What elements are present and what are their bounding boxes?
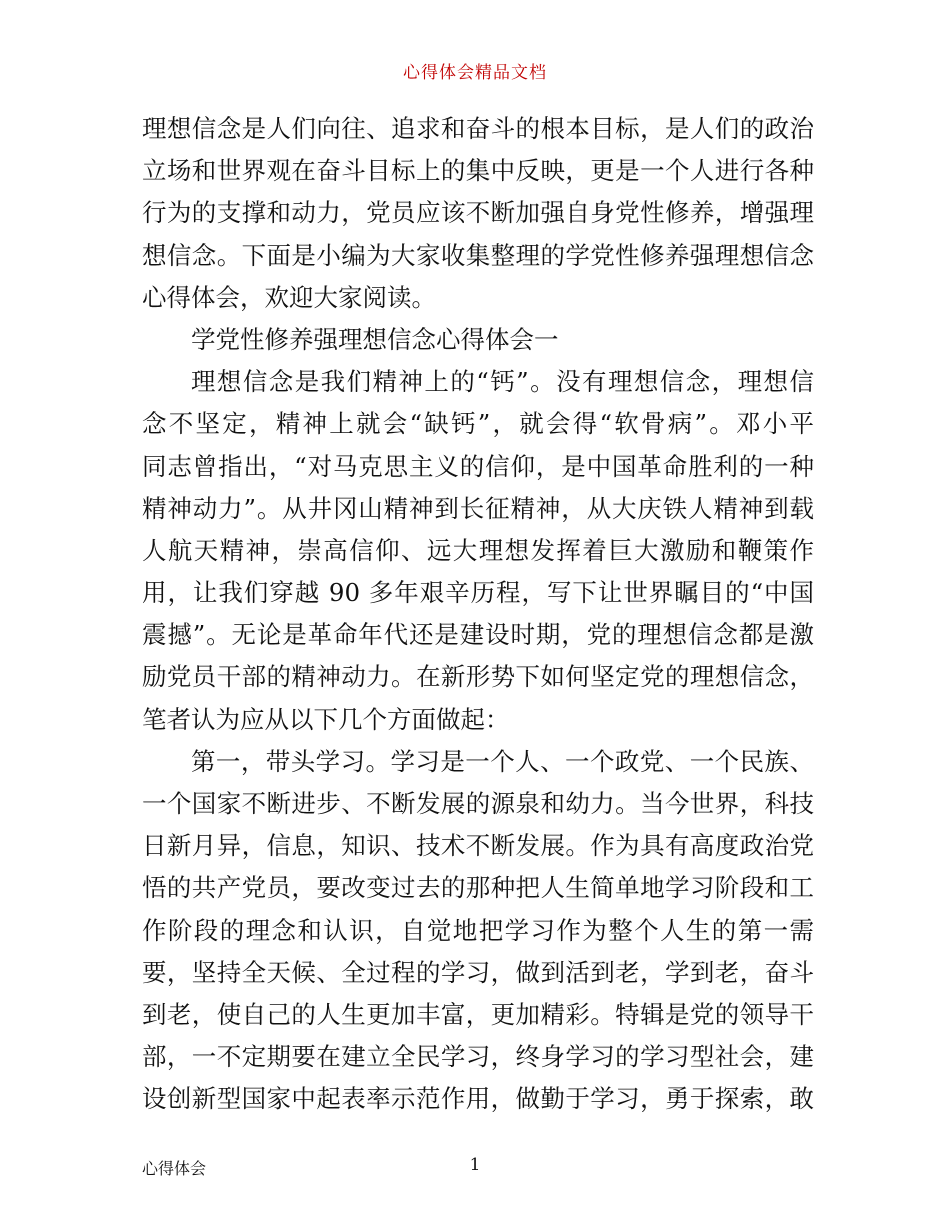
text-line: 励党员干部的精神动力。在新形势下如何坚定党的理想信念， xyxy=(142,662,814,692)
text-line: 同志曾指出，“对马克思主义的信仰，是中国革命胜利的一种 xyxy=(142,451,814,481)
text-line: 部，一不定期要在建立全民学习，终身学习的学习型社会，建 xyxy=(142,1042,814,1072)
text-line: 笔者认为应从以下几个方面做起： xyxy=(142,704,510,734)
text-line: 想信念。下面是小编为大家收集整理的学党性修养强理想信念 xyxy=(142,240,814,270)
text-line: 要，坚持全天候、全过程的学习，做到活到老，学到老，奋斗 xyxy=(142,957,814,987)
text-line: 人航天精神，崇高信仰、远大理想发挥着巨大激励和鞭策作 xyxy=(142,535,814,565)
text-line: 心得体会，欢迎大家阅读。 xyxy=(142,282,436,312)
page-header-title: 心得体会精品文档 xyxy=(403,63,547,83)
document-body xyxy=(142,108,814,1121)
text-line: 悟的共产党员，要改变过去的那种把人生简单地学习阶段和工 xyxy=(142,873,814,903)
text-line: 日新月异，信息，知识、技术不断发展。作为具有高度政治党 xyxy=(142,831,814,861)
text-line: 理想信念是人们向往、追求和奋斗的根本目标，是人们的政治 xyxy=(142,114,814,143)
text-line: 设创新型国家中起表率示范作用，做勤于学习，勇于探索，敢 xyxy=(142,1084,814,1114)
text-line: 精神动力”。从井冈山精神到长征精神，从大庆铁人精神到载 xyxy=(142,493,814,523)
text-line: 用，让我们穿越 90 多年艰辛历程，写下让世界瞩目的“中国 xyxy=(142,578,814,608)
section-heading: 学党性修养强理想信念心得体会一 xyxy=(191,324,559,354)
text-line: 立场和世界观在奋斗目标上的集中反映，更是一个人进行各种 xyxy=(142,156,814,186)
text-line: 行为的支撑和动力，党员应该不断加强自身党性修养，增强理 xyxy=(142,198,814,228)
footer-label: 心得体会 xyxy=(142,1159,207,1178)
text-line: 第一，带头学习。学习是一个人、一个政党、一个民族、 xyxy=(191,746,814,776)
text-line: 一个国家不断进步、不断发展的源泉和幼力。当今世界，科技 xyxy=(142,789,814,818)
text-line: 念不坚定，精神上就会“缺钙”，就会得“软骨病”。邓小平 xyxy=(142,409,814,439)
text-line: 理想信念是我们精神上的“钙”。没有理想信念，理想信 xyxy=(191,367,814,397)
text-line: 震撼”。无论是革命年代还是建设时期，党的理想信念都是激 xyxy=(142,620,814,650)
text-line: 作阶段的理念和认识，自觉地把学习作为整个人生的第一需 xyxy=(142,915,814,945)
page-number: 1 xyxy=(469,1155,481,1175)
text-line: 到老，使自己的人生更加丰富，更加精彩。特辑是党的领导干 xyxy=(142,999,814,1029)
